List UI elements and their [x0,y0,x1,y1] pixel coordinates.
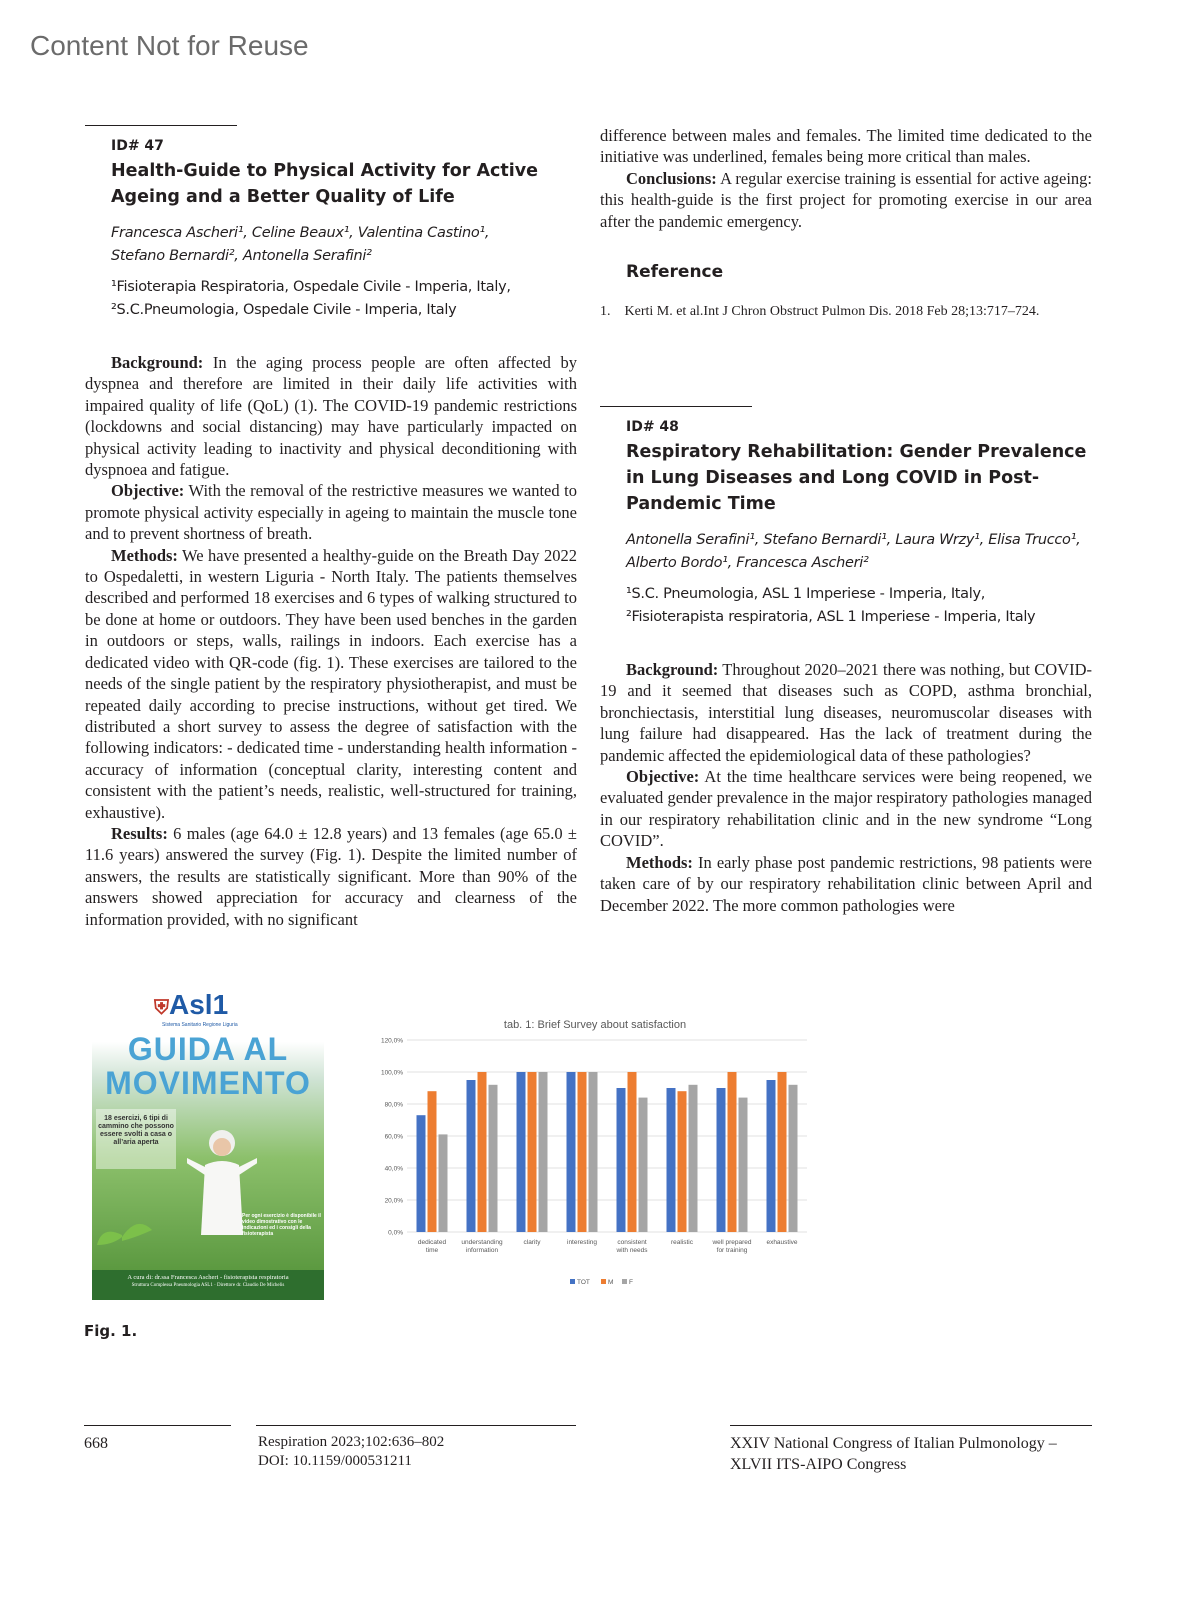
bar [789,1085,798,1232]
chart-title: tab. 1: Brief Survey about satisfaction [503,1019,687,1031]
bar [578,1072,587,1232]
bar [478,1072,487,1232]
methods-paragraph [600,852,1092,916]
authors-line: Antonella Serafini¹, Stefano Bernardi¹, Laura Wrzy¹, Elisa Trucco¹, [626,532,1081,549]
reference-number: 1. [600,304,611,320]
logo-subtitle: Sistema Sanitario Regione Liguria [162,1022,238,1028]
journal-citation [258,1433,444,1471]
methods-paragraph [85,545,577,823]
affiliations [85,276,577,322]
cover-title-line: GUIDA AL [127,1031,289,1067]
doi-line: DOI: 10.1159/000531211 [258,1453,412,1469]
bar [778,1072,787,1232]
x-tick-label-line: dedicated [417,1239,447,1246]
guide-cover-image [92,985,324,1300]
results-continued: difference between males and females. The limited time dedicated to the initiative was underlined, females being more critical than males. [600,126,1092,167]
results-paragraph [85,823,577,930]
background-paragraph [85,352,577,480]
y-tick-label: 80,0% [384,1101,403,1109]
congress-name [730,1433,1057,1475]
figure-caption: Fig. 1. [84,1322,138,1340]
methods-text: We have presented a healthy-guide on the Breath Day 2022 to Ospedaletti, in western Liguria - North Italy. The patients themselves described and performed 18 exercises and 6 types of walking structured to be done at home or outdoors. They have been used benches in the garden in outdoors or steps, walls, railings in indoors. Each exercise has a dedicated video with QR-code (fig. 1). These exercises are tailored to the needs of the single patient by the respiratory physiotherapist, and must be repeated daily according to precise instructions, without get tired. We distributed a short survey to assess the degree of satisfaction with the following indicators: - dedicated time - understanding health information - accuracy of information (conceptual clarity, interesting content and consistent with the patient’s needs, realistic, well-structured for training, exhaustive). [85,545,577,822]
liguria-shield-icon: ⛨ [154,997,169,1019]
legend-label: M [608,1279,614,1286]
x-tick-label [567,1239,597,1246]
background-label: Background: [111,353,204,372]
section-rule [85,125,237,126]
x-tick-label-line: well prepared [712,1239,752,1246]
background-paragraph [600,659,1092,766]
journal-line: Respiration 2023;102:636–802 [258,1434,445,1450]
conclusions-label: Conclusions: [626,168,717,188]
methods-label: Methods: [111,545,178,565]
bar [439,1134,448,1232]
x-tick-label-line: information [465,1247,499,1254]
x-tick-label [766,1239,797,1246]
background-text: Throughout 2020–2021 there was nothing, but COVID-19 and it seemed that diseases such as COPD, asthma bronchial, bronchiectasis, interstitial lung diseases, neuromuscolar diseases with lung failure had disappeared. Has the lack of treatment during the pandemic affected the epidemiological data of these pathologies? [600,660,1092,765]
bar [539,1072,548,1232]
bar [639,1098,648,1232]
affiliation-line: ²S.C.Pneumologia, Ospedale Civile - Imperia, Italy [111,302,457,318]
x-tick-label [461,1239,503,1254]
x-tick-label [615,1239,648,1254]
legend-swatch [601,1279,606,1284]
abstract-title: Respiratory Rehabilitation: Gender Prevalence in Lung Diseases and Long COVID in Post-Pandemic Time [626,442,1087,515]
results-label: Results: [111,823,168,843]
objective-paragraph [85,480,577,544]
objective-label: Objective: [626,767,700,787]
bar [728,1072,737,1232]
congress-line: XLVII ITS-AIPO Congress [730,1456,907,1473]
cover-title-line: MOVIMENTO [105,1065,311,1101]
asl-logo [154,989,228,1021]
x-tick-label [418,1239,447,1254]
bar [467,1080,476,1232]
x-tick-label-line: consistent [617,1239,647,1246]
x-tick-label-line: interesting [567,1239,597,1246]
abstract-continuation [600,125,1092,232]
y-tick-label: 100,0% [380,1069,403,1077]
objective-text: At the time healthcare services were being reopened, we evaluated gender prevalence in the major respiratory pathologies managed in our respiratory rehabilitation clinic and in the new syndrome “Long COVID”. [600,767,1092,851]
abstract-title: Health-Guide to Physical Activity for Active Ageing and a Better Quality of Life [111,161,539,207]
x-tick-label-line: realistic [670,1239,694,1246]
page-number: 668 [84,1435,108,1452]
reference-item [600,304,1092,320]
legend-label: F [629,1279,633,1286]
y-tick-label: 120,0% [380,1037,403,1045]
y-tick-label: 20,0% [384,1197,403,1205]
legend-label: TOT [577,1279,590,1286]
results-text: 6 males (age 64.0 ± 12.8 years) and 13 females (age 65.0 ± 11.6 years) answered the survey (Fig. 1). Despite the limited number of answers, the results are statistically significant. More than 90% of the answers showed appreciation for accuracy and clearness of the information provided, with no significant [85,823,577,929]
x-tick-label-line: for training [716,1247,748,1254]
plant-sprout-icon [92,1205,182,1275]
bar [617,1088,626,1232]
watermark: Content Not for Reuse [30,30,309,61]
reference-text: Kerti M. et al.Int J Chron Obstruct Pulmon Dis. 2018 Feb 28;13:717–724. [624,304,1040,320]
bar [417,1115,426,1232]
bar [528,1072,537,1232]
x-tick-label [711,1239,751,1254]
x-tick-label-line: clarity [523,1239,541,1246]
y-tick-label: 60,0% [384,1133,403,1141]
bar [567,1072,576,1232]
y-tick-label: 40,0% [384,1165,403,1173]
abstract-id: ID# 47 [111,138,164,154]
objective-paragraph [600,766,1092,852]
authors-line: Francesca Ascheri¹, Celine Beaux¹, Valentina Castino¹, [111,225,490,241]
cover-footer-line: A cura di: dr.ssa Francesca Ascheri - fisioterapista respiratoria [127,1274,289,1281]
qr-note: Per ogni esercizio è disponibile il video dimostrativo con le indicazioni ed i consigli della fisioterapista [242,1213,321,1237]
footer-rule [730,1425,1092,1426]
authors-line: Alberto Bordo¹, Francesca Ascheri² [626,555,869,572]
footer-rule [256,1425,576,1426]
bar [739,1098,748,1232]
objective-label: Objective: [111,481,185,501]
x-tick-label-line: with needs [616,1247,648,1254]
affiliation-line: ¹S.C. Pneumologia, ASL 1 Imperiese - Imperia, Italy, [626,586,986,603]
cover-info-box: 18 esercizi, 6 tipi di cammino che possono essere svolti a casa o all’aria aperta [96,1109,176,1169]
bar [689,1085,698,1232]
author-list [85,222,577,268]
affiliation-line: ²Fisioterapista respiratoria, ASL 1 Imperiese - Imperia, Italy [626,609,1036,626]
abstract-id: ID# 48 [626,419,679,436]
left-column [85,125,577,930]
footer-rule [84,1425,231,1426]
objective-text: With the removal of the restrictive measures we wanted to promote physical activity especially in ageing to maintain the muscle tone and to prevent shortness of breath. [85,481,577,544]
legend-swatch [622,1279,627,1284]
x-tick-label [524,1239,542,1246]
methods-text: In early phase post pandemic restrictions, 98 patients were taken care of by our respiratory rehabilitation clinic between April and December 2022. The more common pathologies were [600,852,1092,915]
bar [667,1088,676,1232]
conclusions-paragraph [600,168,1092,232]
author-list [600,529,1092,575]
abstract-body [600,659,1092,916]
bar [428,1091,437,1232]
bar [489,1085,498,1232]
section-rule [600,406,752,407]
y-tick-label: 0,0% [388,1229,403,1237]
bar [589,1072,598,1232]
affiliations [600,583,1092,629]
affiliation-line: ¹Fisioterapia Respiratoria, Ospedale Civile - Imperia, Italy, [111,279,511,295]
bar [717,1088,726,1232]
bar [678,1091,687,1232]
methods-label: Methods: [626,852,693,872]
background-text: In the aging process people are often affected by dyspnea and therefore are limited in their daily life activities with impaired quality of life (QoL) (1). The COVID-19 pandemic restrictions (lockdowns and social distancing) may have particularly impacted on physical activity leading to inactivity and physical deconditioning with dyspnoea and fatigue. [85,353,577,480]
bar [628,1072,637,1232]
congress-line: XXIV National Congress of Italian Pulmonology – [730,1435,1057,1452]
reference-heading: Reference [626,262,724,283]
legend-swatch [570,1279,575,1284]
authors-line: Stefano Bernardi², Antonella Serafini² [111,248,372,264]
chart-svg [375,1015,815,1300]
cover-footer-line: Struttura Complessa Pneumologia ASL1 · Direttore dr. Claudio De Michelis [131,1283,285,1288]
x-tick-label-line: time [425,1247,439,1254]
bar [517,1072,526,1232]
x-tick-label-line: understanding [461,1239,503,1246]
x-tick-label [671,1239,694,1246]
x-tick-label-line: exhaustive [766,1239,798,1246]
conclusions-text: A regular exercise training is essential for active ageing: this health-guide is the first project for promoting exercise in our area after the pandemic emergency. [600,168,1092,231]
satisfaction-chart [375,1015,815,1300]
bar [767,1080,776,1232]
cover-footer [92,1270,324,1300]
abstract-body [85,352,577,930]
background-label: Background: [626,660,719,680]
right-column [600,125,1092,916]
logo-text: Asl1 [169,989,229,1020]
